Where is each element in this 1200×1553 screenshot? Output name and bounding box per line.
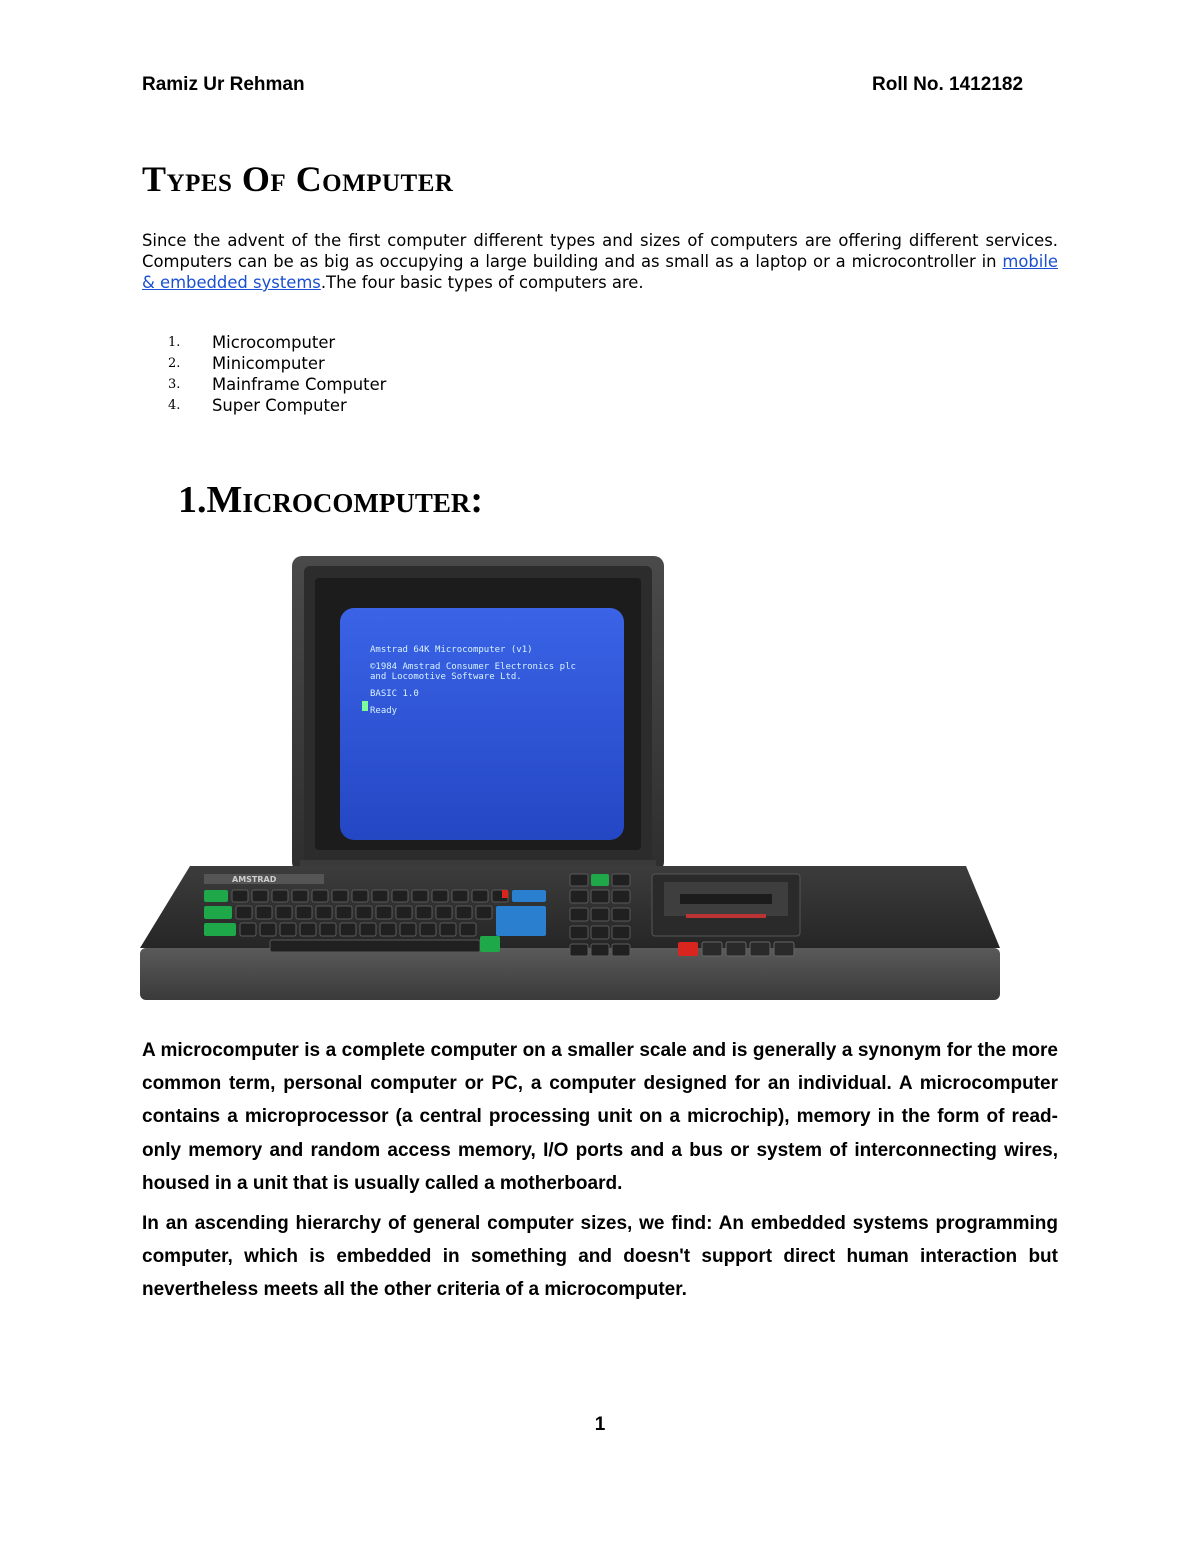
microcomputer-heading: 1.Microcomputer: xyxy=(178,479,484,521)
monitor-screen xyxy=(340,608,624,840)
computer-types-list xyxy=(142,332,386,416)
list-number: 2. xyxy=(168,356,181,371)
list-number: 1. xyxy=(168,335,181,350)
list-label: Super Computer xyxy=(212,396,347,415)
embedded-systems-link[interactable]: mobile & embedded systems xyxy=(142,252,1058,292)
list-item xyxy=(142,395,386,416)
screen-line: ©1984 Amstrad Consumer Electronics plc xyxy=(370,662,576,672)
list-label: Microcomputer xyxy=(212,333,336,352)
intro-text-start: Since the advent of the first computer different types and sizes of computers are offering different services. Computers can be as big as occupying a large building and as small as a laptop or a microcontroller in xyxy=(142,231,1058,271)
list-item xyxy=(142,332,386,353)
intro-text-end: .The four basic types of computers are. xyxy=(320,273,644,292)
keyboard xyxy=(140,866,1000,1000)
svg-text:AMSTRAD: AMSTRAD xyxy=(232,875,277,884)
screen-line: BASIC 1.0 xyxy=(370,689,419,699)
microcomputer-paragraph-2: In an ascending hierarchy of general computer sizes, we find: An embedded systems programming computer, which is embedded in something and doesn't support direct human interaction but nevertheless meets all the other criteria of a microcomputer. xyxy=(142,1213,1058,1301)
monitor xyxy=(292,556,664,878)
list-number: 4. xyxy=(168,398,181,413)
list-label: Mainframe Computer xyxy=(212,375,387,394)
header-roll-number: Roll No. 1412182 xyxy=(872,74,1024,95)
document-title: Types Of Computer xyxy=(142,159,454,199)
screen-line: and Locomotive Software Ltd. xyxy=(370,672,522,682)
screen-cursor xyxy=(362,701,368,711)
screen-line: Ready xyxy=(370,706,398,716)
microcomputer-paragraph-1: A microcomputer is a complete computer on a smaller scale and is generally a synonym for the more common term, personal computer or PC, a computer designed for an individual. A microcomputer contains a microprocessor (a central processing unit on a microchip), memory in the form of read-only memory and random access memory, I/O ports and a bus or system of interconnecting wires, housed in a unit that is usually called a motherboard. xyxy=(142,1040,1058,1194)
list-number: 3. xyxy=(168,377,181,392)
microcomputer-photo xyxy=(140,548,1020,1010)
list-item xyxy=(142,353,386,374)
intro-paragraph xyxy=(142,230,1058,293)
page-number: 1 xyxy=(594,1414,606,1435)
header-author: Ramiz Ur Rehman xyxy=(142,74,305,95)
list-label: Minicomputer xyxy=(212,354,325,373)
screen-line: Amstrad 64K Microcomputer (v1) xyxy=(370,645,533,655)
list-item xyxy=(142,374,386,395)
